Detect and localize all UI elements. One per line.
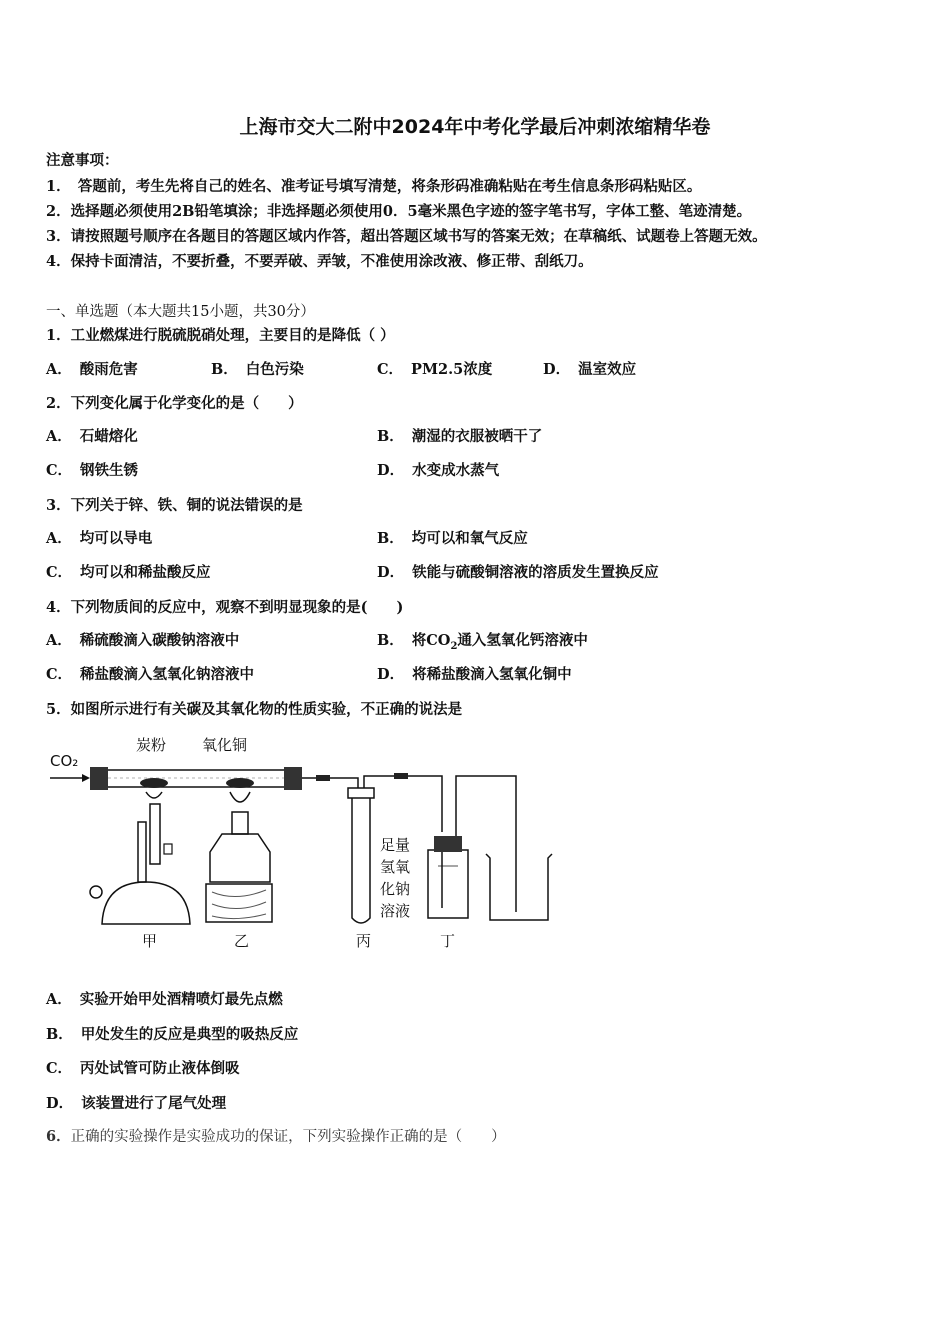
option-a (46, 991, 283, 1009)
option-text: 铁能与硫酸铜溶液的溶质发生置换反应 (412, 564, 659, 581)
option-text: 甲处发生的反应是典型的吸热反应 (80, 1026, 299, 1043)
option-label: C． (377, 361, 404, 378)
bing-label: 丙 (356, 932, 372, 950)
option-text: PM2.5浓度 (411, 361, 493, 378)
option-a (46, 632, 239, 650)
bottle-stopper (434, 836, 462, 852)
test-tube-stopper (348, 788, 374, 798)
notice-item: 2．选择题必须使用2B铅笔填涂；非选择题必须使用0．5毫米黑色字迹的签字笔书写，字体工整、笔迹清楚。 (46, 203, 752, 220)
option-label: B． (211, 361, 238, 378)
section-heading: 一、单选题（本大题共15小题，共30分） (46, 304, 315, 320)
option-label: A． (46, 361, 72, 378)
option-label: A． (46, 632, 72, 649)
option-label: C． (46, 462, 73, 479)
lamp-knob (90, 886, 102, 898)
question-number: 6． (46, 1128, 71, 1145)
option-text: 石蜡熔化 (79, 428, 138, 445)
option-label: D． (377, 564, 405, 581)
option-b (211, 361, 304, 379)
naoh-label: 氢氧 (380, 858, 411, 876)
cuo-label: 氧化铜 (202, 736, 248, 754)
option-label: B． (377, 428, 404, 445)
connector-tube-2 (364, 776, 442, 832)
option-label: B． (46, 1026, 73, 1043)
flame-yi (230, 792, 250, 802)
option-label: C． (46, 1060, 73, 1077)
option-text-post: 通入氢氧化钙溶液中 (457, 632, 588, 649)
beaker (486, 854, 552, 920)
option-b (46, 1026, 298, 1044)
test-tube-bing (352, 792, 370, 923)
glass-tube (92, 770, 300, 787)
option-label: C． (46, 666, 73, 683)
wood-grain (212, 890, 266, 919)
option-b (377, 530, 528, 548)
option-text: 均可以和氧气反应 (411, 530, 528, 547)
option-a (46, 530, 152, 548)
option-c (46, 564, 211, 582)
option-c (46, 666, 254, 684)
stopper-right (284, 767, 302, 790)
option-label: B． (377, 632, 404, 649)
question-stem (46, 1128, 506, 1146)
option-text: 该装置进行了尾气处理 (81, 1095, 227, 1112)
carbon-label: 炭粉 (136, 736, 167, 754)
option-label: C． (46, 564, 73, 581)
flame-jia (146, 792, 162, 798)
option-text: 均可以和稀盐酸反应 (80, 564, 211, 581)
notice-heading: 注意事项： (46, 152, 119, 169)
question-stem: 5．如图所示进行有关碳及其氧化物的性质实验，不正确的说法是 (46, 701, 463, 718)
option-a (46, 428, 138, 446)
option-text: 稀硫酸滴入碳酸钠溶液中 (79, 632, 240, 649)
option-label: A． (46, 991, 72, 1008)
option-d (377, 564, 659, 582)
naoh-label: 足量 (380, 836, 411, 854)
notice-item: 4．保持卡面清洁，不要折叠，不要弄破、弄皱，不准使用涂改液、修正带、刮纸刀。 (46, 253, 593, 270)
question-stem: 2．下列变化属于化学变化的是（ ） (46, 395, 303, 412)
option-label: D． (543, 361, 571, 378)
outlet-tube (456, 776, 516, 912)
option-text: 温室效应 (578, 361, 637, 378)
alcohol-lamp-body (210, 834, 270, 882)
lamp-valve (164, 844, 172, 854)
option-text: 白色污染 (245, 361, 304, 378)
rubber-joint (394, 773, 408, 779)
option-c (377, 361, 492, 379)
page-title: 上海市交大二附中2024年中考化学最后冲刺浓缩精华卷 (239, 116, 711, 138)
option-text-pre: 将CO (411, 632, 451, 649)
option-b (377, 428, 542, 446)
option-text: 丙处试管可防止液体倒吸 (80, 1060, 240, 1077)
option-label: D． (377, 462, 405, 479)
lamp-base (102, 882, 190, 924)
gas-bottle (428, 850, 468, 918)
option-a (46, 361, 138, 379)
option-d (46, 1095, 226, 1113)
stopper-left (90, 767, 108, 790)
carbon-powder (140, 778, 168, 788)
option-text: 水变成水蒸气 (412, 462, 500, 479)
option-c (46, 1060, 240, 1078)
question-stem: 1．工业燃煤进行脱硫脱硝处理，主要目的是降低（ ） (46, 327, 395, 344)
lamp-wick-holder (232, 812, 248, 834)
option-d (377, 666, 572, 684)
option-text: 均可以导电 (79, 530, 153, 547)
option-c (46, 462, 138, 480)
experiment-figure (46, 732, 566, 954)
yi-label: 乙 (234, 932, 250, 950)
option-text: 酸雨危害 (79, 361, 138, 378)
option-label: B． (377, 530, 404, 547)
question-stem: 4．下列物质间的反应中，观察不到明显现象的是( ) (46, 599, 404, 616)
option-text: 钢铁生锈 (80, 462, 139, 479)
naoh-label: 溶液 (380, 902, 411, 920)
option-text: 将稀盐酸滴入氢氧化铜中 (412, 666, 572, 683)
option-text: 潮湿的衣服被晒干了 (411, 428, 543, 445)
jia-label: 甲 (142, 932, 158, 950)
wood-block (206, 884, 272, 922)
option-text: 实验开始甲处酒精喷灯最先点燃 (79, 991, 283, 1008)
option-label: A． (46, 428, 72, 445)
lamp-pipe (138, 822, 146, 882)
option-d (377, 462, 499, 480)
question-text: 正确的实验操作是实验成功的保证，下列实验操作正确的是（ ） (70, 1129, 506, 1145)
option-text: 稀盐酸滴入氢氧化钠溶液中 (80, 666, 255, 683)
rubber-joint (316, 775, 330, 781)
option-d (543, 361, 636, 379)
ding-label: 丁 (440, 932, 456, 950)
cuo-powder (226, 778, 254, 788)
question-stem: 3．下列关于锌、铁、铜的说法错误的是 (46, 497, 303, 514)
option-text-sub: 2 (450, 640, 458, 652)
option-label: A． (46, 530, 72, 547)
notice-item: 3．请按照题号顺序在各题目的答题区域内作答，超出答题区域书写的答案无效；在草稿纸、试题卷上答题无效。 (46, 228, 767, 245)
naoh-label: 化钠 (380, 880, 411, 898)
lamp-stem (150, 804, 160, 864)
notice-item: 1． 答题前，考生先将自己的姓名、准考证号填写清楚，将条形码准确粘贴在考生信息条形码粘贴区。 (46, 178, 702, 195)
option-b (377, 632, 588, 656)
co2-label: CO₂ (50, 752, 79, 770)
apparatus-diagram (46, 732, 566, 954)
option-label: D． (46, 1095, 74, 1112)
option-label: D． (377, 666, 405, 683)
arrow-head-icon (82, 774, 90, 782)
